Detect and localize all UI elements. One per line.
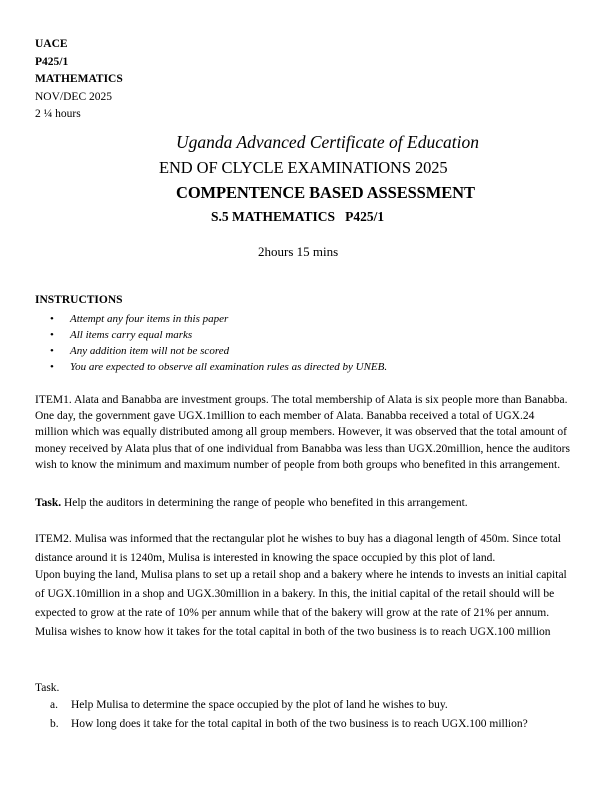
instruction-item: • All items carry equal marks [50,327,387,343]
header-duration: 2 ¼ hours [35,108,81,120]
item2-text-intro: ITEM2. Mulisa was informed that the rectangular plot he wishes to buy has a diagonal length of 450m. Since total distance around it is 1240m, Mulisa is interested in knowing the space occupied by this plot of land. [35,533,562,564]
header-subject: MATHEMATICS [35,73,123,85]
task-text: Help Mulisa to determine the space occupied by the plot of land he wishes to buy. [71,699,448,711]
item1-text: ITEM1. Alata and Banabba are investment groups. The total membership of Alata is six people more than Banabba. One day, the government gave UGX.1million to each member of Alata. Banabba received a total of UGX.24 million which was equally distributed among all group members. However, it was observed that the total amount of money received by Alata plus that of one individual from Banabba was less than UGX.20million, hence the auditors wish to know the minimum and maximum number of people from both groups who benefited in this arrangement. [35,394,570,471]
instruction-item: • Any addition item will not be scored [50,343,387,359]
header-paper-code: P425/1 [35,55,69,68]
item2-task-label: Task. [35,682,60,694]
board-title: Uganda Advanced Certificate of Education [176,132,479,152]
item1-task-label: Task. [35,497,62,509]
exam-title: END OF CLYCLE EXAMINATIONS 2025 [159,158,448,177]
item1-task-text: Help the auditors in determining the range of people who benefited in this arrangement. [61,497,468,509]
item2-text-capital: Upon buying the land, Mulisa plans to set up a retail shop and a bakery where he intends to invests an initial capital of UGX.10million in a shop and UGX.30million in a bakery. In this, the initial capital of the retail should will be expected to grow at the rate of 10% per annum while that of the bakery will grow at the rate of 21% per annum. Mulisa wishes to know how it takes for the total capital in both of the two business is to reach UGX.100 million [35,569,567,638]
instruction-item: • You are expected to observe all examination rules as directed by UNEB. [50,359,387,375]
header-exam-code: UACE [35,38,68,50]
task-marker: b. [50,718,59,730]
task-text: How long does it take for the total capital in both of the two business is to reach UGX.100 million? [71,718,528,730]
task-item [50,715,528,734]
task-marker: a. [50,699,58,711]
paper-header [35,36,123,124]
instructions-list [50,311,387,375]
header-session: NOV/DEC 2025 [35,90,112,103]
item2-task-list [50,696,528,734]
paper-title: S.5 MATHEMATICS P425/1 [211,209,385,224]
duration-text: 2hours 15 mins [258,244,339,259]
instruction-item: • Attempt any four items in this paper [50,311,387,327]
item1-task [35,495,570,511]
instructions-heading: INSTRUCTIONS [35,294,123,306]
task-item [50,696,528,715]
assessment-title: COMPENTENCE BASED ASSESSMENT [176,183,475,202]
